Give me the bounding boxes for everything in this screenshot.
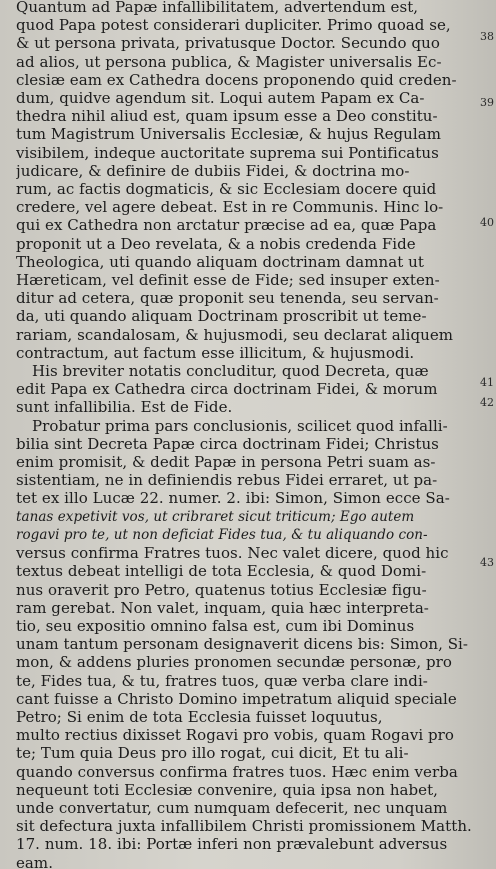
text-line: ad alios, ut persona publica, & Magister universalis Ec- [16,52,442,71]
text-line: His breviter notatis concluditur, quod Decreta, quæ [32,362,429,381]
text-line: rogavi pro te, ut non deficiat Fides tua, & tu aliquando con- [16,526,428,543]
text-line: contractum, aut factum esse illicitum, & hujusmodi. [16,343,415,362]
body-text [16,0,482,869]
text-line: eam. [16,853,54,869]
text-line: Petro; Si enim de tota Ecclesia fuisset loquutus, [16,707,383,726]
text-line: te, Fides tua, & tu, fratres tuos, quæ verba clare indi- [16,671,428,690]
text-line: dum, quidve agendum sit. Loqui autem Papam ex Ca- [16,89,425,108]
text-line: quod Papa potest considerari dupliciter. Primo quoad se, [16,16,451,35]
text-line: nus oraverit pro Petro, quatenus totius Ecclesiæ figu- [16,580,427,599]
text-line: ram gerebat. Non valet, inquam, quia hæc interpreta- [16,598,429,617]
text-line: da, uti quando aliquam Doctrinam proscribit ut teme- [16,307,427,326]
text-line: unam tantum personam designaverit dicens bis: Simon, Si- [16,635,469,654]
text-line: nequeunt toti Ecclesiæ convenire, quia ipsa non habet, [16,780,438,799]
text-line: edit Papa ex Cathedra circa doctrinam Fidei, & morum [16,380,438,399]
text-line: Theologica, uti quando aliquam doctrinam damnat ut [16,252,424,271]
text-line: Probatur prima pars conclusionis, scilicet quod infalli- [32,416,448,435]
text-line: rariam, scandalosam, & hujusmodi, seu declarat aliquem [16,325,454,344]
margin-number: 39 [480,96,494,109]
text-line: versus confirma Fratres tuos. Nec valet dicere, quod hic [16,544,449,563]
text-line: Hæreticam, vel definit esse de Fide; sed insuper exten- [16,271,440,290]
text-line: enim promisit, & dedit Papæ in persona Petri suam as- [16,453,436,472]
text-line: thedra nihil aliud est, quam ipsum esse a Deo constitu- [16,107,438,126]
text-line: tio, seu expositio omnino falsa est, cum ibi Dominus [16,616,415,635]
text-line: tanas expetivit vos, ut cribraret sicut triticum; Ego autem [16,508,415,525]
text-line: unde convertatur, cum numquam defecerit, nec unquam [16,798,448,817]
text-line: rum, ac factis dogmaticis, & sic Ecclesiam docere quid [16,180,437,199]
text-line: tum Magistrum Universalis Ecclesiæ, & hujus Regulam [16,125,441,144]
paragraph-2 [16,362,482,417]
paragraph-3 [16,417,482,869]
text-line: judicare, & definire de dubiis Fidei, & doctrina mo- [16,161,410,180]
text-line: mon, & addens pluries pronomen secundæ personæ, pro [16,653,452,672]
text-line: & ut persona privata, privatusque Doctor. Secundo quo [16,34,440,53]
paragraph-1 [16,0,482,362]
text-line: multo rectius dixisset Rogavi pro vobis, quam Rogavi pro [16,726,454,745]
margin-number: 38 [480,30,494,43]
margin-number: 41 [480,376,494,389]
text-line: textus debeat intelligi de tota Ecclesia, & quod Domi- [16,562,427,581]
text-line: bilia sint Decreta Papæ circa doctrinam Fidei; Christus [16,434,439,453]
text-line: ditur ad cetera, quæ proponit seu tenenda, seu servan- [16,289,439,308]
text-line: tet ex illo Lucæ 22. numer. 2. ibi: Simon, Simon ecce Sa- [16,489,450,508]
text-line: sit defectura juxta infallibilem Christi promissionem Matth. [16,817,472,836]
text-line: te; Tum quia Deus pro illo rogat, cui dicit, Et tu ali- [16,744,409,763]
text-line: credere, vel agere debeat. Est in re Communis. Hinc lo- [16,198,444,217]
margin-number: 43 [480,556,494,569]
text-line: qui ex Cathedra non arctatur præcise ad ea, quæ Papa [16,216,437,235]
text-line: sunt infallibilia. Est de Fide. [16,398,233,417]
text-line: proponit ut a Deo revelata, & a nobis credenda Fide [16,234,416,253]
text-line: Quantum ad Papæ infallibilitatem, advertendum est, [16,0,419,16]
margin-line-numbers [478,0,494,869]
text-line: 17. num. 18. ibi: Portæ inferi non prævalebunt adversus [16,835,448,854]
text-line: clesiæ eam ex Cathedra docens proponendo quid creden- [16,70,457,89]
margin-number: 42 [480,396,494,409]
text-line: sistentiam, ne in definiendis rebus Fidei erraret, ut pa- [16,471,438,490]
text-line: quando conversus confirma fratres tuos. Hæc enim verba [16,762,458,781]
text-line: visibilem, indeque auctoritate suprema sui Pontificatus [16,143,439,162]
text-line: cant fuisse a Christo Domino impetratum aliquid speciale [16,689,457,708]
margin-number: 40 [480,216,494,229]
